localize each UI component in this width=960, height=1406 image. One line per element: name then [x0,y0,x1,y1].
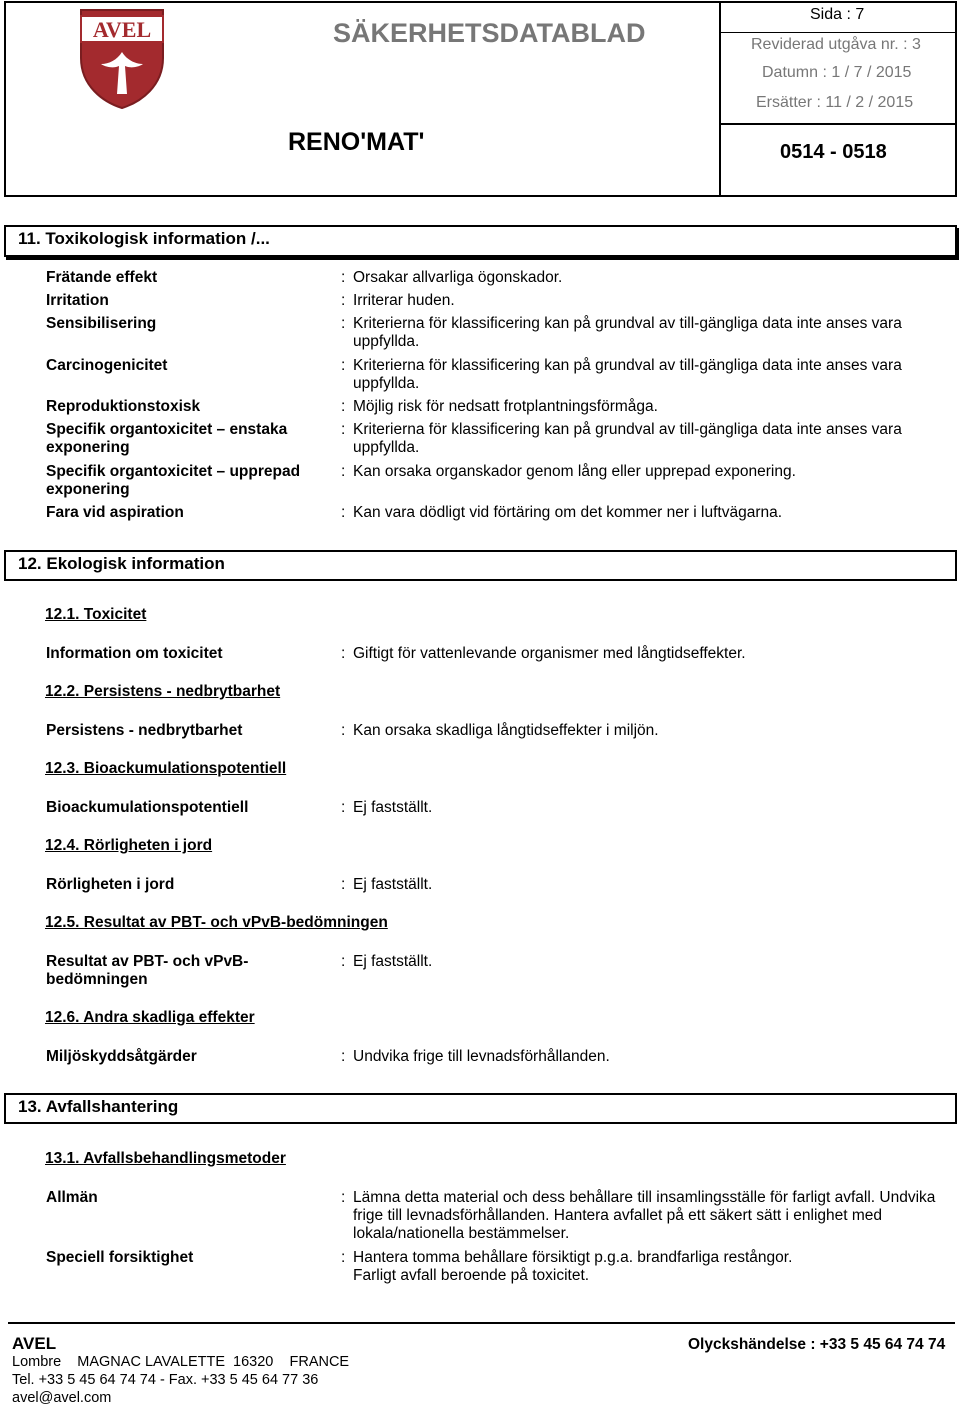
tox-value-reproduktionstoxisk: Möjlig risk för nedsatt frotplantningsförmåga. [353,398,658,415]
tox-label-carcinogenicitet: Carcinogenicitet [46,357,168,374]
eco-value-persistens: Kan orsaka skadliga långtidseffekter i miljön. [353,722,659,739]
tox-value-irritation: Irriterar huden. [353,292,455,309]
revision-number: Reviderad utgåva nr. : 3 [751,36,921,53]
section-13-heading: 13. Avfallshantering [4,1093,957,1124]
eco-label-toxicitet: Information om toxicitet [46,645,223,662]
subsection-12-5-heading: 12.5. Resultat av PBT- och vPvB-bedömningen [45,914,388,931]
revision-date: Datumn : 1 / 7 / 2015 [762,64,912,81]
eco-label-miljoskydd: Miljöskyddsåtgärder [46,1048,197,1065]
tox-label-sensibilisering: Sensibilisering [46,315,157,332]
waste-label-speciell: Speciell forsiktighet [46,1249,194,1266]
footer-address: Lombre MAGNAC LAVALETTE 16320 FRANCE [12,1354,350,1370]
subsection-12-3-heading: 12.3. Bioackumulationspotentiell [45,760,287,777]
eco-label-bioackumulation: Bioackumulationspotentiell [46,799,249,816]
tox-label-irritation: Irritation [46,292,109,309]
tox-value-carcinogenicitet: Kriterierna för klassificering kan på grundval av till-gängliga data inte anses vara uppfyllda. [353,357,902,392]
tox-label-fratande: Frätande effekt [46,269,158,286]
subsection-12-4-heading: 12.4. Rörligheten i jord [45,837,213,854]
document-title: SÄKERHETSDATABLAD [333,18,646,48]
page-number: Sida : 7 [810,6,865,23]
eco-value-pbt: Ej fastställt. [353,953,433,970]
waste-value-speciell: Hantera tomma behållare försiktigt p.g.a. brandfarliga restångor. Farligt avfall beroende på toxicitet. [353,1249,793,1284]
eco-label-rorlighet: Rörligheten i jord [46,876,175,893]
subsection-12-1-heading: 12.1. Toxicitet [45,606,147,623]
eco-value-rorlighet: Ej fastställt. [353,876,433,893]
subsection-12-2-heading: 12.2. Persistens - nedbrytbarhet [45,683,281,700]
footer-email[interactable]: avel@avel.com [12,1390,112,1406]
tox-value-fratande: Orsakar allvarliga ögonskador. [353,269,563,286]
tox-label-aspiration: Fara vid aspiration [46,504,184,521]
subsection-12-6-heading: 12.6. Andra skadliga effekter [45,1009,255,1026]
product-name: RENO'MAT' [288,128,425,156]
eco-value-toxicitet: Giftigt för vattenlevande organismer med långtidseffekter. [353,645,746,662]
tox-label-stot-enstaka: Specifik organtoxicitet – enstaka exponering [46,421,288,456]
replaces-date: Ersätter : 11 / 2 / 2015 [756,94,914,111]
subsection-13-1-heading: 13.1. Avfallsbehandlingsmetoder [45,1150,286,1167]
eco-label-pbt: Resultat av PBT- och vPvB-bedömningen [46,953,249,988]
tox-value-sensibilisering: Kriterierna för klassificering kan på grundval av till-gängliga data inte anses vara uppfyllda. [353,315,902,350]
section-11-heading: 11. Toxikologisk information /... [4,225,957,257]
waste-value-allman: Lämna detta material och dess behållare till insamlingsställe för farligt avfall. Undvika frige till levnadsförhållanden. Hantera avfallet på ett säkert sätt i enlighet med lokala/nationella bestämmelser. [353,1189,936,1242]
waste-label-allman: Allmän [46,1189,98,1206]
eco-value-miljoskydd: Undvika frige till levnadsförhållanden. [353,1048,610,1065]
eco-label-persistens: Persistens - nedbrytbarhet [46,722,243,739]
footer-divider [8,1322,955,1324]
product-code: 0514 - 0518 [780,141,887,163]
tox-value-stot-enstaka: Kriterierna för klassificering kan på grundval av till-gängliga data inte anses vara uppfyllda. [353,421,902,456]
tox-value-aspiration: Kan vara dödligt vid förtäring om det kommer ner i luftvägarna. [353,504,783,521]
eco-value-bioackumulation: Ej fastställt. [353,799,433,816]
avel-shield-logo [79,8,165,110]
footer-company: AVEL [12,1334,57,1353]
tox-value-stot-upprepad: Kan orsaka organskador genom lång eller upprepad exponering. [353,463,796,480]
footer-phone-fax: Tel. +33 5 45 64 74 74 - Fax. +33 5 45 64 77 36 [12,1372,319,1388]
tox-label-stot-upprepad: Specifik organtoxicitet – upprepad exponering [46,463,301,498]
section-12-heading: 12. Ekologisk information [4,550,957,581]
logo-text: AVEL [92,17,152,42]
footer-emergency-phone: Olyckshändelse : +33 5 45 64 74 74 [688,1336,946,1353]
tox-label-reproduktionstoxisk: Reproduktionstoxisk [46,398,201,415]
